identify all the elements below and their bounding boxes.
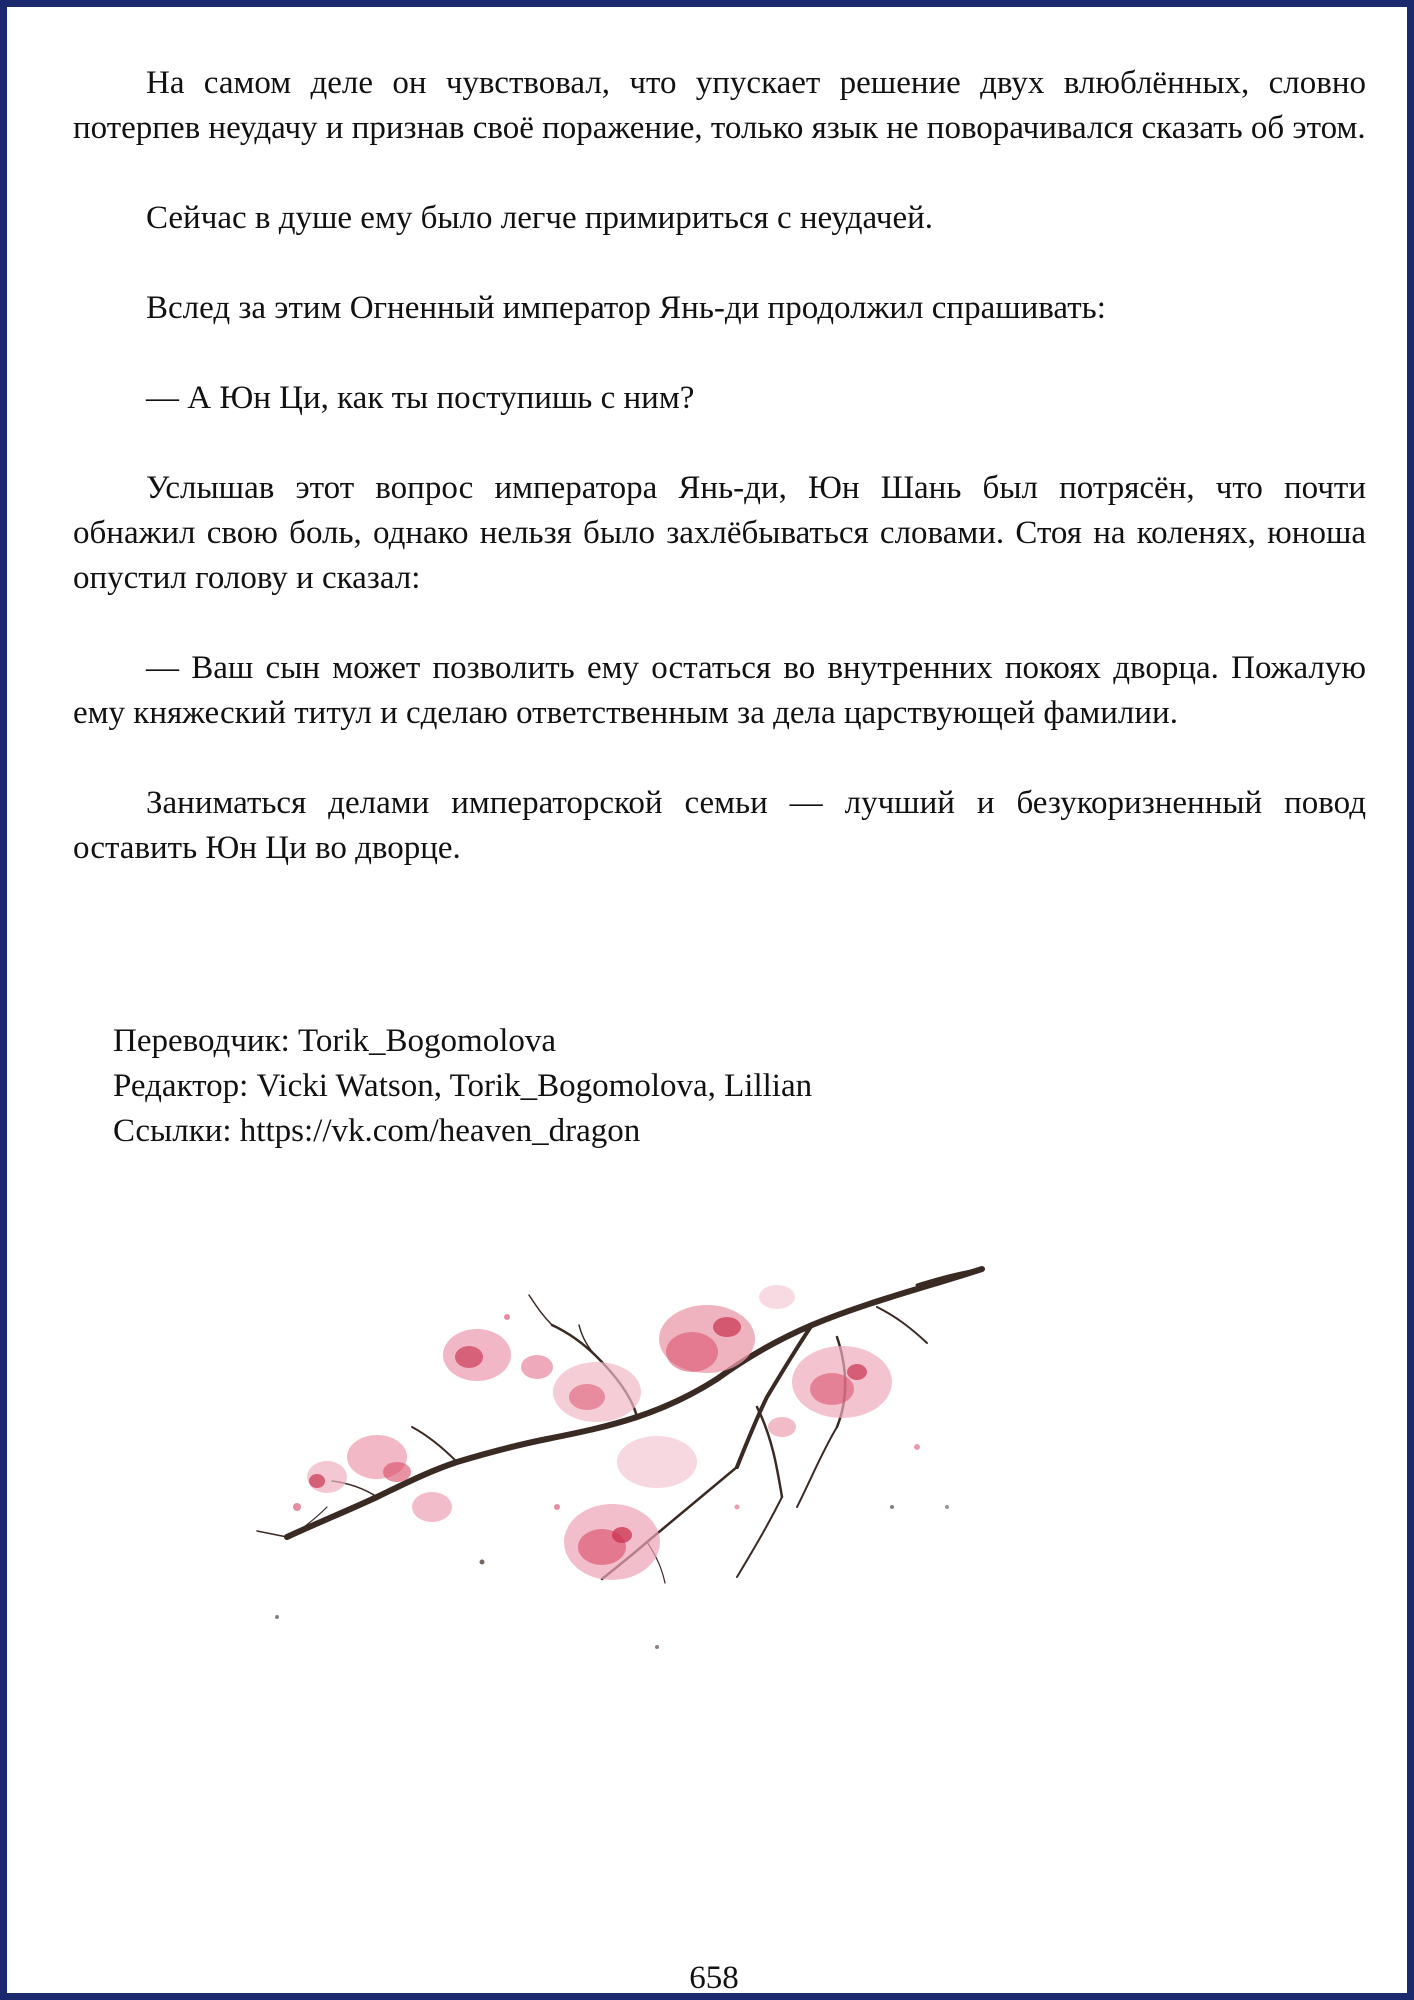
credits-block [113,1019,1213,1154]
cherry-blossom-icon [237,1207,987,1677]
paragraph: Вслед за этим Огненный император Янь-ди продолжил спрашивать: [146,290,1106,326]
body-text [73,61,1366,916]
paragraph: На самом деле он чувствовал, что упускает решение двух влюблённых, словно потерпев неудачу и признав своё поражение, только язык не поворачивался сказать об этом. [73,65,1366,146]
editor-credit: Редактор: Vicki Watson, Torik_Bogomolova, Lillian [113,1068,813,1104]
paragraph: Услышав этот вопрос императора Янь-ди, Юн Шань был потрясён, что почти обнажил свою боль, однако нельзя было захлёбываться словами. Стоя на коленях, юноша опустил голову и сказал: [73,470,1366,596]
translator-credit: Переводчик: Torik_Bogomolova [113,1023,557,1059]
links-credit: Ссылки: https://vk.com/heaven_dragon [113,1113,641,1149]
paragraph: Заниматься делами императорской семьи — лучший и безукоризненный повод оставить Юн Ци во дворце. [73,785,1366,866]
paragraph: Сейчас в душе ему было легче примириться с неудачей. [146,200,934,236]
dialogue-line: — А Юн Ци, как ты поступишь с ним? [146,380,695,416]
dialogue-line: — Ваш сын может позволить ему остаться во внутренних покоях дворца. Пожалую ему княжеский титул и сделаю ответственным за дела царствующей фамилии. [73,650,1366,731]
page-number: 658 [689,1960,739,1996]
